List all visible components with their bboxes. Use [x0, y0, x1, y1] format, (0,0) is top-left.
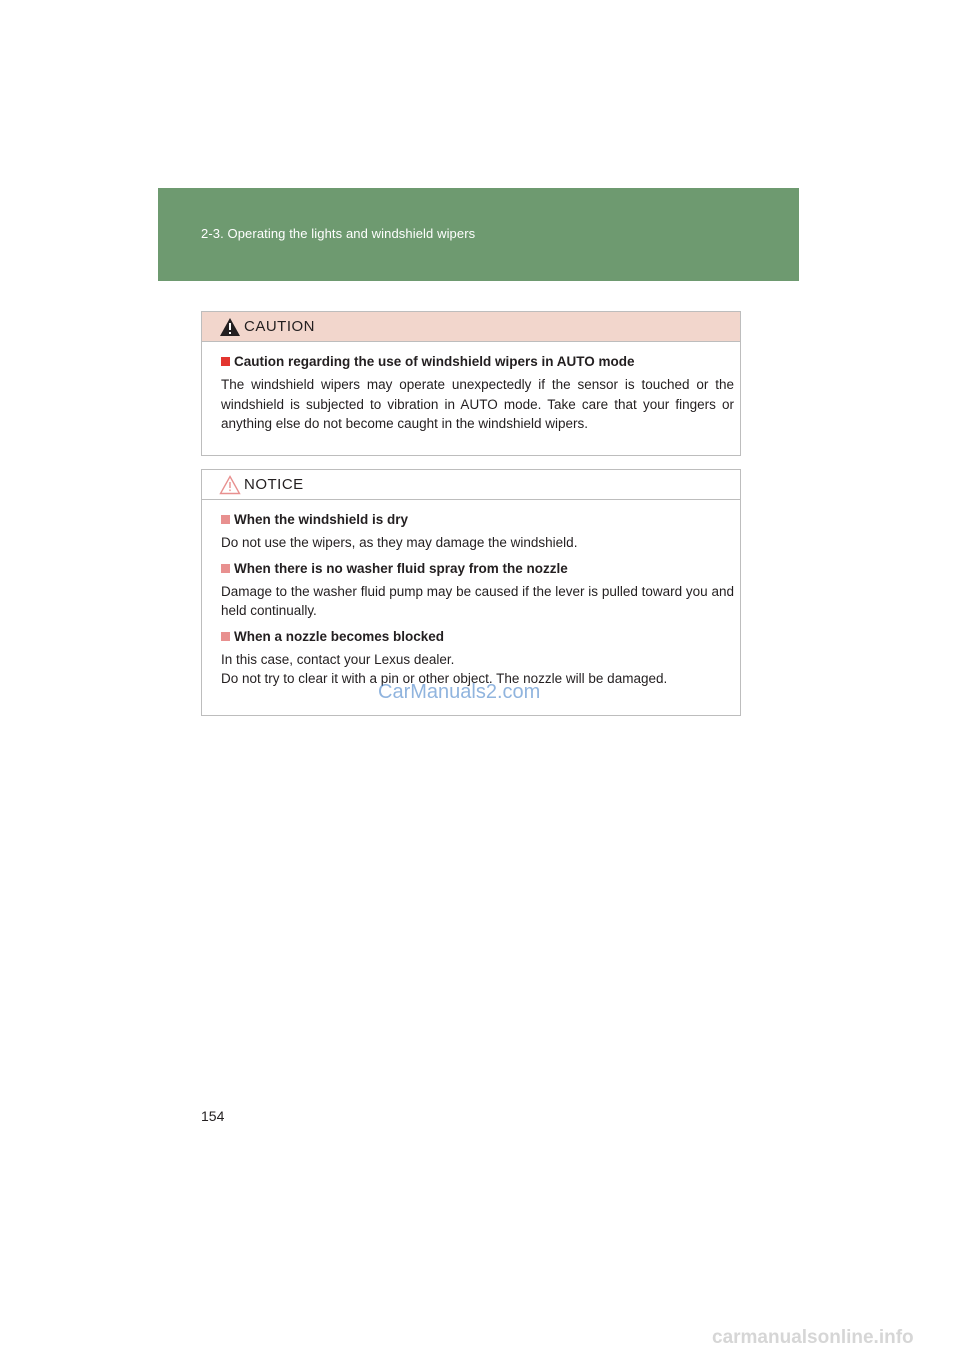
caution-box — [201, 311, 741, 456]
square-bullet-icon — [221, 515, 230, 524]
notice-item-text: Damage to the washer fluid pump may be caused if the lever is pulled toward you and held continually. — [221, 583, 734, 618]
caution-item-title-text: Caution regarding the use of windshield wipers in AUTO mode — [234, 354, 635, 369]
square-bullet-icon — [221, 357, 230, 366]
notice-label: NOTICE — [244, 476, 304, 493]
notice-item-title-text: When there is no washer fluid spray from the nozzle — [234, 560, 568, 576]
notice-item-title — [221, 629, 734, 644]
warning-outline-icon — [219, 475, 241, 495]
notice-item-title-text: When a nozzle becomes blocked — [234, 628, 445, 644]
notice-item-line: Do not try to clear it with a pin or other object. The nozzle will be damaged. — [221, 671, 668, 686]
section-header-band — [158, 188, 799, 281]
warning-triangle-icon — [219, 317, 241, 337]
notice-body — [202, 500, 740, 707]
notice-item-line: In this case, contact your Lexus dealer. — [221, 651, 455, 667]
page-number: 154 — [201, 1108, 225, 1124]
caution-body — [202, 342, 740, 452]
caution-item-text: The windshield wipers may operate unexpectedly if the sensor is touched or the windshield is subjected to vibration in AUTO mode. Take care that your fingers or anything else do not become caught in the windshield wipers. — [221, 377, 734, 431]
footer-watermark: carmanualsonline.info — [712, 1327, 914, 1348]
notice-item-text: Do not use the wipers, as they may damage the windshield. — [221, 535, 578, 550]
caution-label: CAUTION — [244, 318, 315, 335]
caution-header — [202, 312, 740, 342]
notice-item-title — [221, 512, 734, 527]
square-bullet-icon — [221, 564, 230, 573]
watermark-text: CarManuals2.com — [378, 681, 541, 703]
notice-item-title — [221, 561, 734, 576]
caution-item-title — [221, 354, 734, 369]
section-title: 2-3. Operating the lights and windshield wipers — [201, 226, 476, 241]
notice-item-title-text: When the windshield is dry — [234, 512, 409, 527]
square-bullet-icon — [221, 632, 230, 641]
notice-box — [201, 469, 741, 716]
notice-header — [202, 470, 740, 500]
